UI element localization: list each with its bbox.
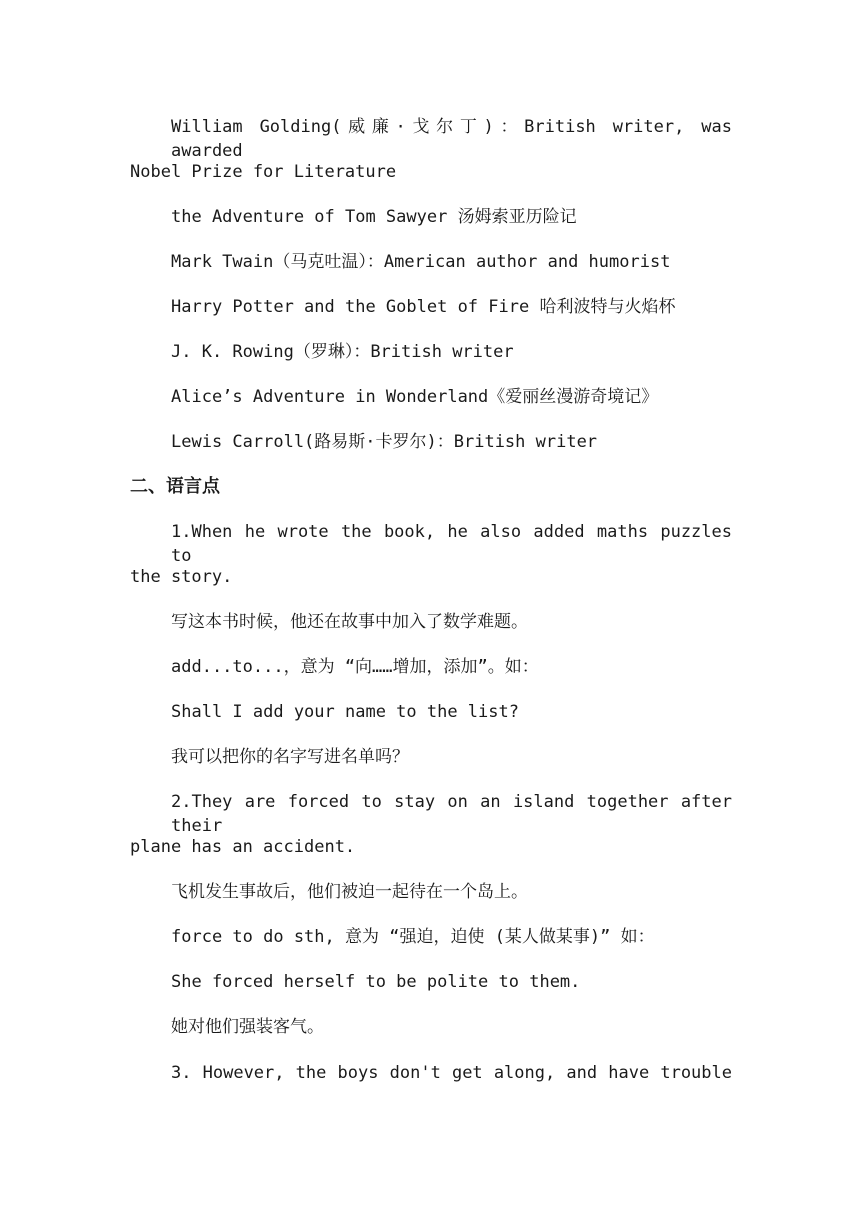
point-2-sentence-line-2: plane has an accident. [130, 837, 356, 857]
intro-line-carroll: Lewis Carroll(路易斯·卡罗尔)：British writer [171, 432, 598, 452]
point-2-example-translation: 她对他们强装客气。 [171, 1017, 324, 1037]
intro-line-golding-1: William Golding(威廉·戈尔丁)：British writer, was awarded [171, 117, 732, 161]
intro-line-alice: Alice’s Adventure in Wonderland《爱丽丝漫游奇境记》 [171, 387, 659, 407]
point-1-explanation: add...to...，意为 “向……增加，添加”。如： [171, 657, 539, 677]
intro-line-mark-twain: Mark Twain（马克吐温）：American author and humorist [171, 252, 671, 272]
intro-line-tom-sawyer: the Adventure of Tom Sawyer 汤姆索亚历险记 [171, 207, 577, 227]
point-2-sentence-line-1: 2.They are forced to stay on an island together after their [171, 792, 732, 836]
point-3-sentence-line-1: 3. However, the boys don't get along, and have trouble [171, 1063, 732, 1083]
point-1-sentence-line-2: the story. [130, 567, 233, 587]
point-1-example: Shall I add your name to the list? [171, 702, 519, 722]
point-1-sentence-line-1: 1.When he wrote the book, he also added maths puzzles to [171, 522, 732, 566]
intro-line-rowling: J. K. Rowing（罗琳）：British writer [171, 342, 514, 362]
point-2-translation: 飞机发生事故后，他们被迫一起待在一个岛上。 [171, 882, 528, 902]
point-1-example-translation: 我可以把你的名字写进名单吗？ [171, 747, 409, 767]
point-2-example: She forced herself to be polite to them. [171, 972, 581, 992]
intro-line-harry-potter: Harry Potter and the Goblet of Fire 哈利波特与火焰杯 [171, 297, 676, 317]
point-2-explanation: force to do sth, 意为 “强迫，迫使 (某人做某事)” 如： [171, 927, 655, 947]
section-heading: 二、语言点 [130, 476, 220, 497]
intro-line-golding-2: Nobel Prize for Literature [130, 162, 397, 182]
point-1-translation: 写这本书时候，他还在故事中加入了数学难题。 [171, 612, 528, 632]
